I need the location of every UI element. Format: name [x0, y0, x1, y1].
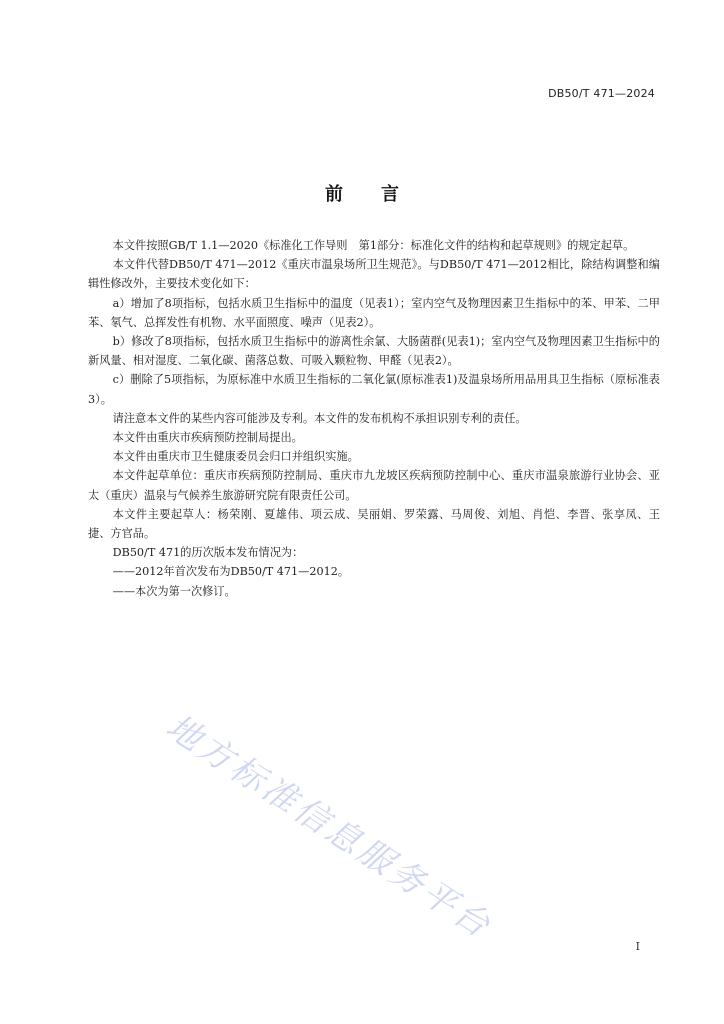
paragraph-change-a: a）增加了8项指标，包括水质卫生指标中的温度（见表1）；室内空气及物理因素卫生指标中的苯、甲苯、二甲苯、氡气、总挥发性有机物、水平面照度、噪声（见表2）。 [88, 296, 660, 329]
paragraph-replacement: 本文件代替DB50/T 471—2012《重庆市温泉场所卫生规范》。与DB50/T 471—2012相比，除结构调整和编辑性修改外，主要技术变化如下： [88, 258, 660, 291]
paragraph-change-b: b）修改了8项指标，包括水质卫生指标中的游离性余氯、大肠菌群(见表1)；室内空气及物理因素卫生指标中的新风量、相对湿度、二氧化碳、菌落总数、可吸入颗粒物、甲醛（见表2）。 [88, 335, 660, 368]
history-item-current: ——本次为第一次修订。 [112, 584, 236, 598]
history-item-2012: ——2012年首次发布为DB50/T 471—2012。 [112, 565, 350, 579]
page-title: 前言 [325, 184, 437, 205]
watermark-text: 地方标准信息服务平台 [158, 706, 500, 948]
foreword-body [88, 236, 660, 601]
paragraph-drafting-basis: 本文件按照GB/T 1.1—2020《标准化工作导则 第1部分：标准化文件的结构和起草规则》的规定起草。 [112, 239, 635, 252]
paragraph-proposer: 本文件由重庆市疾病预防控制局提出。 [112, 431, 303, 445]
paragraph-patent-notice: 请注意本文件的某些内容可能涉及专利。本文件的发布机构不承担识别专利的责任。 [112, 411, 527, 425]
paragraph-administrator: 本文件由重庆市卫生健康委员会归口并组织实施。 [112, 450, 359, 464]
document-code: DB50/T 471—2024 [548, 87, 655, 100]
page-number: I [635, 940, 640, 953]
paragraph-version-history: DB50/T 471的历次版本发布情况为： [112, 546, 304, 560]
paragraph-change-c: c）删除了5项指标，为原标准中水质卫生指标的二氧化氯(原标准表1)及温泉场所用品用具卫生指标（原标准表3）。 [88, 373, 660, 406]
paragraph-drafting-units: 本文件起草单位：重庆市疾病预防控制局、重庆市九龙坡区疾病预防控制中心、重庆市温泉旅游行业协会、亚太（重庆）温泉与气候养生旅游研究院有限责任公司。 [88, 469, 660, 502]
paragraph-drafters: 本文件主要起草人：杨荣刚、夏雄伟、项云成、吴丽娟、罗荣露、马周俊、刘旭、肖恺、李晋、张享凤、王捷、方官品。 [88, 507, 660, 541]
